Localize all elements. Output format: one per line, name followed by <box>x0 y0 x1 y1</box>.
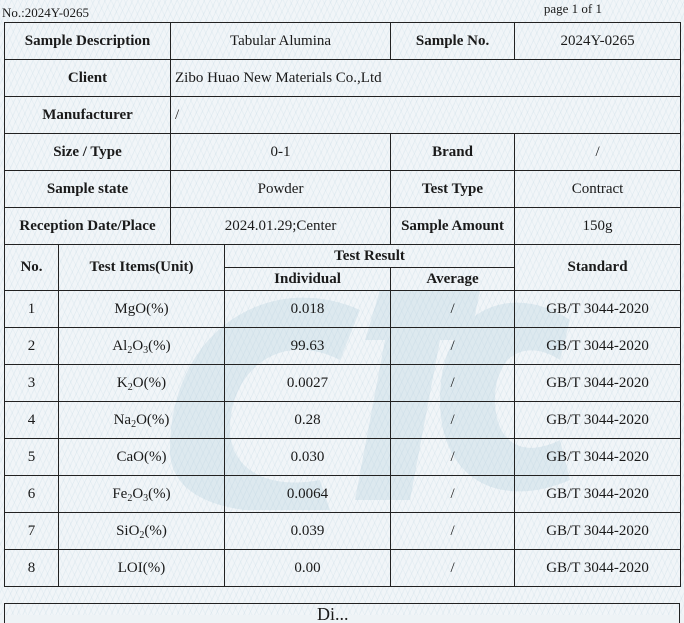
col-no-header: No. <box>5 245 59 291</box>
row-standard: GB/T 3044-2020 <box>515 328 681 365</box>
sample-amount-label: Sample Amount <box>391 208 515 245</box>
row-individual: 99.63 <box>225 328 391 365</box>
row-individual: 0.0064 <box>225 476 391 513</box>
brand-value: / <box>515 134 681 171</box>
row-size-type <box>5 134 681 171</box>
manufacturer-label: Manufacturer <box>5 97 171 134</box>
test-type-label: Test Type <box>391 171 515 208</box>
row-test-item: $Al_2O_3(\%)$ <box>59 328 225 365</box>
row-no: 2 <box>5 328 59 365</box>
row-no: 1 <box>5 291 59 328</box>
row-reception <box>5 208 681 245</box>
row-standard: GB/T 3044-2020 <box>515 365 681 402</box>
row-test-item: MgO(%) <box>59 291 225 328</box>
row-individual: 0.018 <box>225 291 391 328</box>
test-report-table <box>4 22 681 587</box>
row-sample-state <box>5 171 681 208</box>
row-average: / <box>391 513 515 550</box>
row-no: 3 <box>5 365 59 402</box>
row-standard: GB/T 3044-2020 <box>515 439 681 476</box>
client-label: Client <box>5 60 171 97</box>
sample-description-label: Sample Description <box>5 23 171 60</box>
col-result-header: Test Result <box>225 245 515 268</box>
row-average: / <box>391 365 515 402</box>
row-standard: GB/T 3044-2020 <box>515 550 681 587</box>
sample-description-value: Tabular Alumina <box>171 23 391 60</box>
row-average: / <box>391 439 515 476</box>
size-type-value: 0-1 <box>171 134 391 171</box>
col-standard-header: Standard <box>515 245 681 291</box>
row-client <box>5 60 681 97</box>
row-standard: GB/T 3044-2020 <box>515 291 681 328</box>
table-row <box>5 291 681 328</box>
table-row <box>5 550 681 587</box>
reception-value: 2024.01.29;Center <box>171 208 391 245</box>
sample-state-value: Powder <box>171 171 391 208</box>
report-number: No.:2024Y-0265 <box>2 5 90 20</box>
manufacturer-value: / <box>171 97 681 134</box>
sample-no-label: Sample No. <box>391 23 515 60</box>
row-sample-description <box>5 23 681 60</box>
table-row <box>5 328 681 365</box>
table-row <box>5 476 681 513</box>
row-test-item: CaO(%) <box>59 439 225 476</box>
row-individual: 0.0027 <box>225 365 391 402</box>
sample-amount-value: 150g <box>515 208 681 245</box>
row-average: / <box>391 402 515 439</box>
table-row <box>5 402 681 439</box>
size-type-label: Size / Type <box>5 134 171 171</box>
row-no: 5 <box>5 439 59 476</box>
col-individual-header: Individual <box>225 268 391 291</box>
reception-label: Reception Date/Place <box>5 208 171 245</box>
footer-partial-text: Di... <box>317 604 349 623</box>
row-test-item: SiO$_2$(%) <box>59 513 225 550</box>
report-header <box>0 0 684 22</box>
sample-state-label: Sample state <box>5 171 171 208</box>
row-manufacturer <box>5 97 681 134</box>
client-value: Zibo Huao New Materials Co.,Ltd <box>171 60 681 97</box>
brand-label: Brand <box>391 134 515 171</box>
row-test-item: $Na_2O(\%)$ <box>59 402 225 439</box>
row-no: 7 <box>5 513 59 550</box>
row-standard: GB/T 3044-2020 <box>515 402 681 439</box>
row-individual: 0.030 <box>225 439 391 476</box>
results-header-row-1 <box>5 245 681 268</box>
col-items-header: Test Items(Unit) <box>59 245 225 291</box>
row-no: 8 <box>5 550 59 587</box>
results-body <box>5 291 681 587</box>
row-standard: GB/T 3044-2020 <box>515 476 681 513</box>
row-no: 4 <box>5 402 59 439</box>
row-average: / <box>391 476 515 513</box>
row-individual: 0.039 <box>225 513 391 550</box>
row-standard: GB/T 3044-2020 <box>515 513 681 550</box>
row-individual: 0.00 <box>225 550 391 587</box>
row-individual: 0.28 <box>225 402 391 439</box>
table-row <box>5 439 681 476</box>
col-average-header: Average <box>391 268 515 291</box>
page-indicator: page 1 of 1 <box>543 1 602 16</box>
sample-no-value: 2024Y-0265 <box>515 23 681 60</box>
footer-partial-row <box>4 603 680 623</box>
table-row <box>5 513 681 550</box>
row-test-item: $Fe_2O_3(\%)$ <box>59 476 225 513</box>
row-average: / <box>391 291 515 328</box>
row-test-item: $K_2O(\%)$ <box>59 365 225 402</box>
table-row <box>5 365 681 402</box>
test-type-value: Contract <box>515 171 681 208</box>
row-average: / <box>391 328 515 365</box>
row-average: / <box>391 550 515 587</box>
row-test-item: LOI(%) <box>59 550 225 587</box>
row-no: 6 <box>5 476 59 513</box>
